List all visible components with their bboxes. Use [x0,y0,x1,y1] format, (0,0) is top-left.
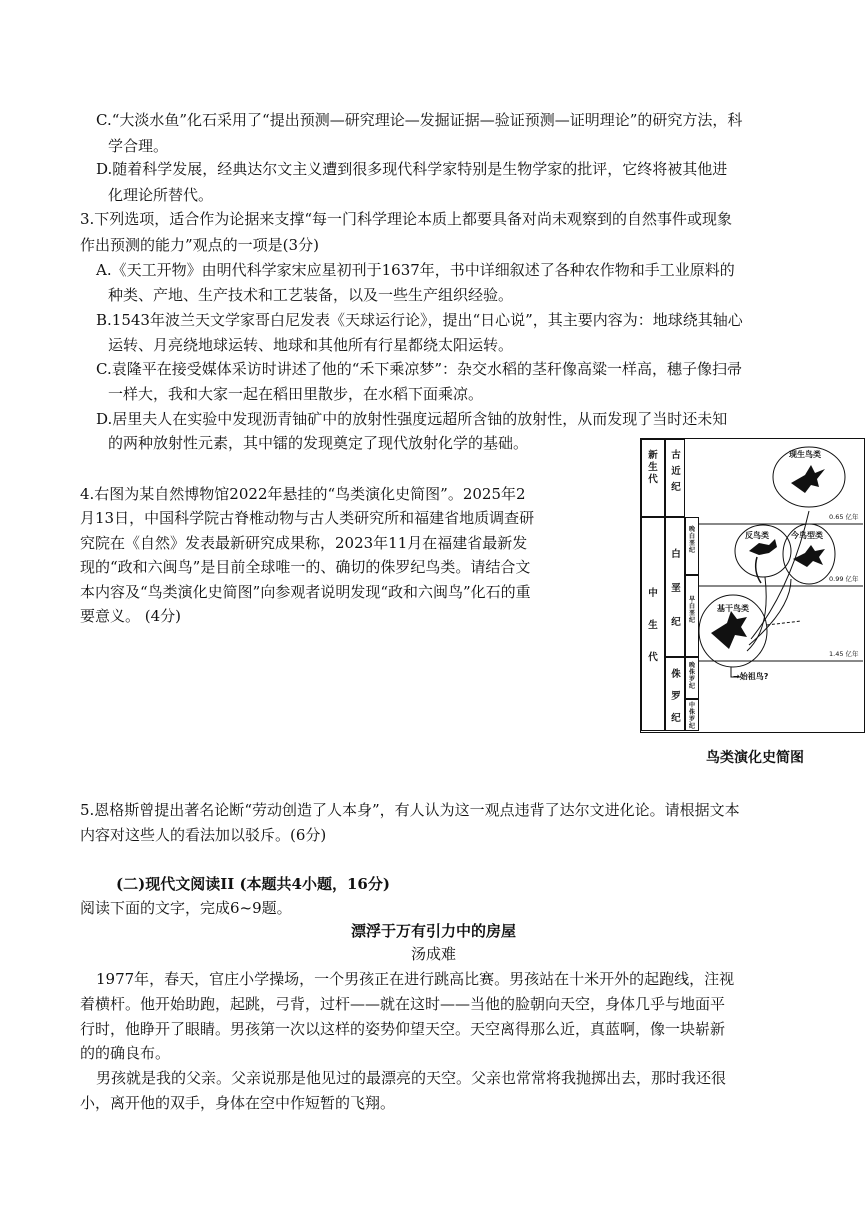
question-5-line2: 内容对这些人的看法加以驳斥。(6分) [80,826,327,844]
q3-option-a-line1: A.《天工开物》由明代科学家宋应星初刊于1637年，书中详细叙述了各种农作物和手工业原料的 [96,261,735,279]
q3-option-d-line2: 的两种放射性元素，其中镭的发现奠定了现代放射化学的基础。 [108,434,529,452]
q3-option-d-line1: D.居里夫人在实验中发现沥青铀矿中的放射性强度远超所含铀的放射性，从而发现了当时还未知 [96,410,728,428]
ornithuromorph-silhouette [793,545,825,567]
q3-option-b-line1: B.1543年波兰天文学家哥白尼发表《天球运行论》，提出“日心说”，其主要内容为：地球绕其轴心 [96,311,743,329]
basal-bird-silhouette [711,611,747,649]
era-cenozoic-label: 新生代 [648,450,658,485]
paragraph-1-line3: 行时，他睁开了眼睛。男孩第一次以这样的姿势仰望天空。天空离得那么近，真蓝啊，像一块崭新 [80,1020,726,1038]
question-5-line1: 5.恩格斯曾提出著名论断“劳动创造了人本身”，有人认为这一观点违背了达尔文进化论。请根据文本 [80,801,740,819]
tick-099: 0.99 亿年 [829,575,859,583]
figure-caption: 鸟类演化史简图 [706,750,804,766]
period-tertiary-label: 古近纪 [671,450,681,493]
option-c-line2: 学合理。 [108,137,169,155]
period-cretaceous-label: 白垩纪 [671,549,681,628]
sub-early-cretaceous-label: 早白垩纪 [688,596,695,624]
tick-065: 0.65 亿年 [829,513,859,521]
bird-evolution-chart [640,438,865,733]
question-4-line1: 4.右图为某自然博物馆2022年悬挂的“鸟类演化史简图”。2025年2 [80,485,526,503]
label-ancestor: →始祖鸟? [733,672,769,681]
era-mesozoic-label: 中生代 [648,588,658,663]
modern-bird-silhouette [791,465,825,493]
sub-late-cretaceous-label: 晚白垩纪 [688,526,695,554]
figure-drawing [641,439,863,731]
option-d-line2: 化理论所替代。 [108,186,214,204]
section-heading: (二)现代文阅读II (本题共4小题，16分) [116,875,390,893]
label-basal-birds: 基干鸟类 [717,604,749,613]
q3-option-b-line2: 运转、月亮绕地球运转、地球和其他所有行星都绕太阳运转。 [108,336,514,354]
q3-option-a-line2: 种类、产地、生产技术和工艺装备，以及一些生产组织经验。 [108,286,514,304]
article-title: 漂浮于万有引力中的房屋 [350,922,516,940]
paragraph-1-line4: 的的确良布。 [80,1044,171,1062]
question-4-line2: 月13日，中国科学院古脊椎动物与古人类研究所和福建省地质调查研 [80,509,535,527]
paragraph-1-line1: 1977年，春天，官庄小学操场，一个男孩正在进行跳高比赛。男孩站在十米开外的起跑线，注视 [96,970,735,988]
article-author: 汤成难 [410,945,456,963]
sub-middle-jurassic-label: 中侏罗纪 [688,702,695,730]
question-4-line4: 现的“政和六闽鸟”是目前全球唯一的、确切的侏罗纪鸟类。请结合文 [80,558,531,576]
paragraph-1-line2: 着横杆。他开始助跑，起跳，弓背，过杆——就在这时——当他的脸朝向天空，身体几乎与地面平 [80,995,726,1013]
label-enantiornithes: 反鸟类 [745,531,769,540]
option-c-line1: C.“大淡水鱼”化石采用了“提出预测—研究理论—发掘证据—验证预测—证明理论”的研究方法，科 [96,111,743,129]
paragraph-2-line2: 小，离开他的双手，身体在空中作短暂的飞翔。 [80,1094,396,1112]
paragraph-2-line1: 男孩就是我的父亲。父亲说那是他见过的最漂亮的天空。父亲也常常将我抛掷出去，那时我还很 [96,1069,727,1087]
enantiornithes-silhouette [749,539,777,555]
label-ornithuromorphs: 今鸟型类 [791,531,823,540]
question-3-line1: 3.下列选项，适合作为论据来支撑“每一门科学理论本质上都要具备对尚未观察到的自然事件或现象 [80,210,732,228]
reading-instruction: 阅读下面的文字，完成6~9题。 [80,899,292,917]
question-4-line5: 本内容及“鸟类演化史简图”向参观者说明发现“政和六闽鸟”化石的重 [80,583,531,601]
question-4-line6: 要意义。 (4分) [80,607,182,625]
q3-option-c-line2: 一样大，我和大家一起在稻田里散步，在水稻下面乘凉。 [108,385,484,403]
tick-145: 1.45 亿年 [829,650,859,658]
sub-late-jurassic-label: 晚侏罗纪 [688,662,695,690]
q3-option-c-line1: C.袁隆平在接受媒体采访时讲述了他的“禾下乘凉梦”：杂交水稻的茎秆像高粱一样高，穗子像扫帚 [96,360,743,378]
question-4-line3: 究院在《自然》发表最新研究成果称，2023年11月在福建省最新发 [80,534,528,552]
option-d-line1: D.随着科学发展，经典达尔文主义遭到很多现代科学家特别是生物学家的批评，它终将被其他进 [96,160,728,178]
period-jurassic-label: 侏罗纪 [671,669,681,724]
label-modern-birds: 现生鸟类 [789,450,821,459]
question-3-line2: 作出预测的能力”观点的一项是(3分) [80,236,319,254]
